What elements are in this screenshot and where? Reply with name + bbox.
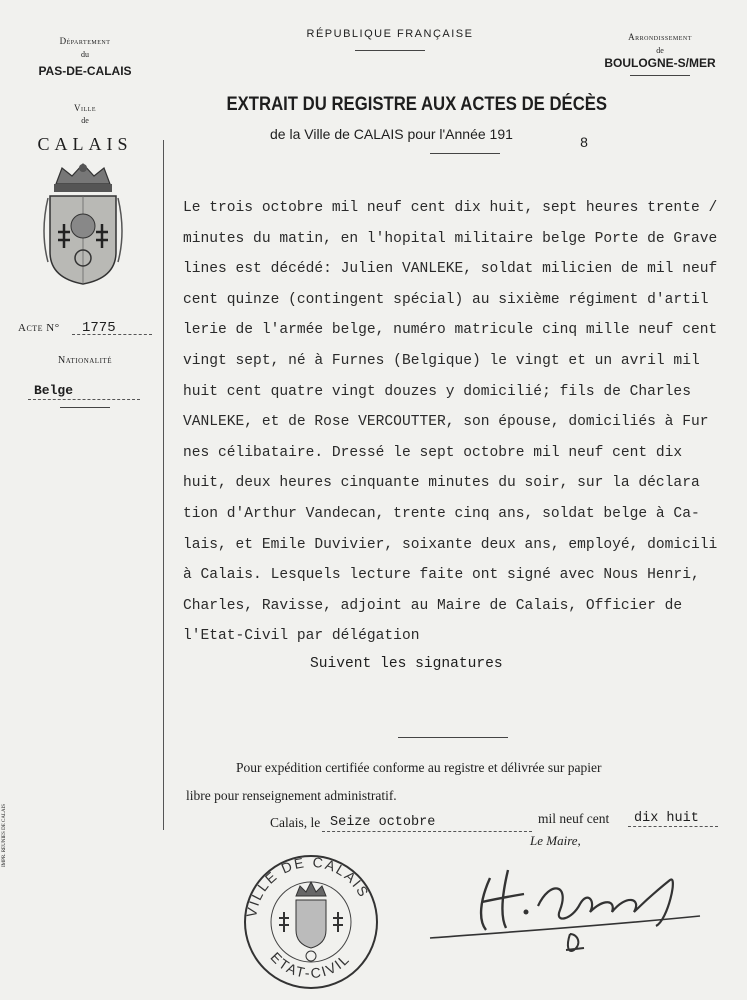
stamp-bottom-text: ETAT-CIVIL — [267, 948, 354, 982]
nationalite-underline — [28, 399, 140, 400]
republique-label: RÉPUBLIQUE FRANÇAISE — [306, 28, 474, 40]
signature-icon — [420, 850, 720, 960]
official-stamp-icon — [238, 850, 384, 990]
body-line: à Calais. Lesquels lecture faite ont signé avec Nous Henri, — [183, 567, 700, 584]
certification-line-2: libre pour renseignement administratif. — [186, 788, 397, 803]
body-line: vingt sept, né à Furnes (Belgique) le vingt et un avril mil — [183, 352, 700, 369]
left-margin-rule — [163, 140, 164, 830]
coat-of-arms-icon — [42, 162, 124, 287]
body-line: huit, deux heures cinquante minutes du soir, sur la déclara — [183, 475, 700, 492]
stamp-top-text: VILLE DE CALAIS — [243, 853, 373, 919]
le-maire-label: Le Maire, — [530, 833, 581, 848]
acte-label: Acte N° — [18, 322, 60, 334]
year-digit: 8 — [580, 134, 588, 150]
nationalite-label: Nationalité — [58, 355, 112, 366]
ornament — [60, 407, 110, 412]
ornament — [630, 75, 690, 80]
certification-line-1: Pour expédition certifiée conforme au registre et délivrée sur papier — [236, 760, 602, 775]
date-filled: Seize octobre — [330, 815, 436, 830]
act-body-text — [183, 193, 743, 652]
arrondissement-name: BOULOGNE-S/MER — [604, 56, 716, 70]
de-label: de — [81, 116, 89, 125]
departement-name: PAS-DE-CALAIS — [38, 64, 132, 78]
body-line: Le trois octobre mil neuf cent dix huit, sept heures trente / — [183, 200, 718, 216]
nationalite-value: Belge — [34, 383, 74, 398]
mil-neuf-cent-label: mil neuf cent — [538, 811, 610, 826]
year-filled: dix huit — [634, 811, 699, 826]
printer-note: IMPR. RÉUNIES DE CALAIS — [2, 803, 7, 867]
acte-number: 1775 — [82, 320, 116, 336]
ornament — [430, 153, 500, 158]
ornament — [355, 50, 425, 55]
body-line: l'Etat-Civil par délégation — [183, 628, 420, 645]
body-line: nes célibataire. Dressé le sept octobre mil neuf cent dix — [183, 444, 683, 461]
body-line: minutes du matin, en l'hopital militaire belge Porte de Grave — [183, 230, 718, 247]
ville-label: Ville — [74, 103, 96, 113]
body-line: cent quinze (contingent spécial) au sixième régiment d'artil — [183, 291, 709, 308]
ville-name: CALAIS — [37, 134, 133, 154]
body-line: lais, et Emile Duvivier, soixante deux ans, employé, domicili — [183, 536, 718, 553]
ornament — [398, 737, 508, 742]
departement-label: Département — [59, 36, 111, 46]
body-line: VANLEKE, et de Rose VERCOUTTER, son épouse, domiciliés à Fur — [183, 414, 709, 431]
signatures-line: Suivent les signatures — [310, 656, 503, 672]
de-label: de — [656, 46, 664, 55]
document-subtitle: de la Ville de CALAIS pour l'Année 191 — [270, 126, 513, 142]
date-underline — [322, 831, 532, 832]
year-underline — [628, 826, 718, 827]
calais-le-label: Calais, le — [270, 815, 321, 830]
document-title: EXTRAIT DU REGISTRE AUX ACTES DE DÉCÈS — [226, 94, 608, 115]
arrondissement-label: Arrondissement — [628, 32, 692, 42]
body-line: lerie de l'armée belge, numéro matricule cinq mille neuf cent — [183, 322, 718, 339]
body-line: huit cent quatre vingt douzes y domicilié; fils de Charles — [183, 383, 691, 400]
body-line: Charles, Ravisse, adjoint au Maire de Calais, Officier de — [183, 597, 683, 614]
du-label: du — [81, 50, 89, 59]
body-line: lines est décédé: Julien VANLEKE, soldat milicien de mil neuf — [183, 261, 718, 278]
body-line: tion d'Arthur Vandecan, trente cinq ans, soldat belge à Ca- — [183, 505, 700, 522]
